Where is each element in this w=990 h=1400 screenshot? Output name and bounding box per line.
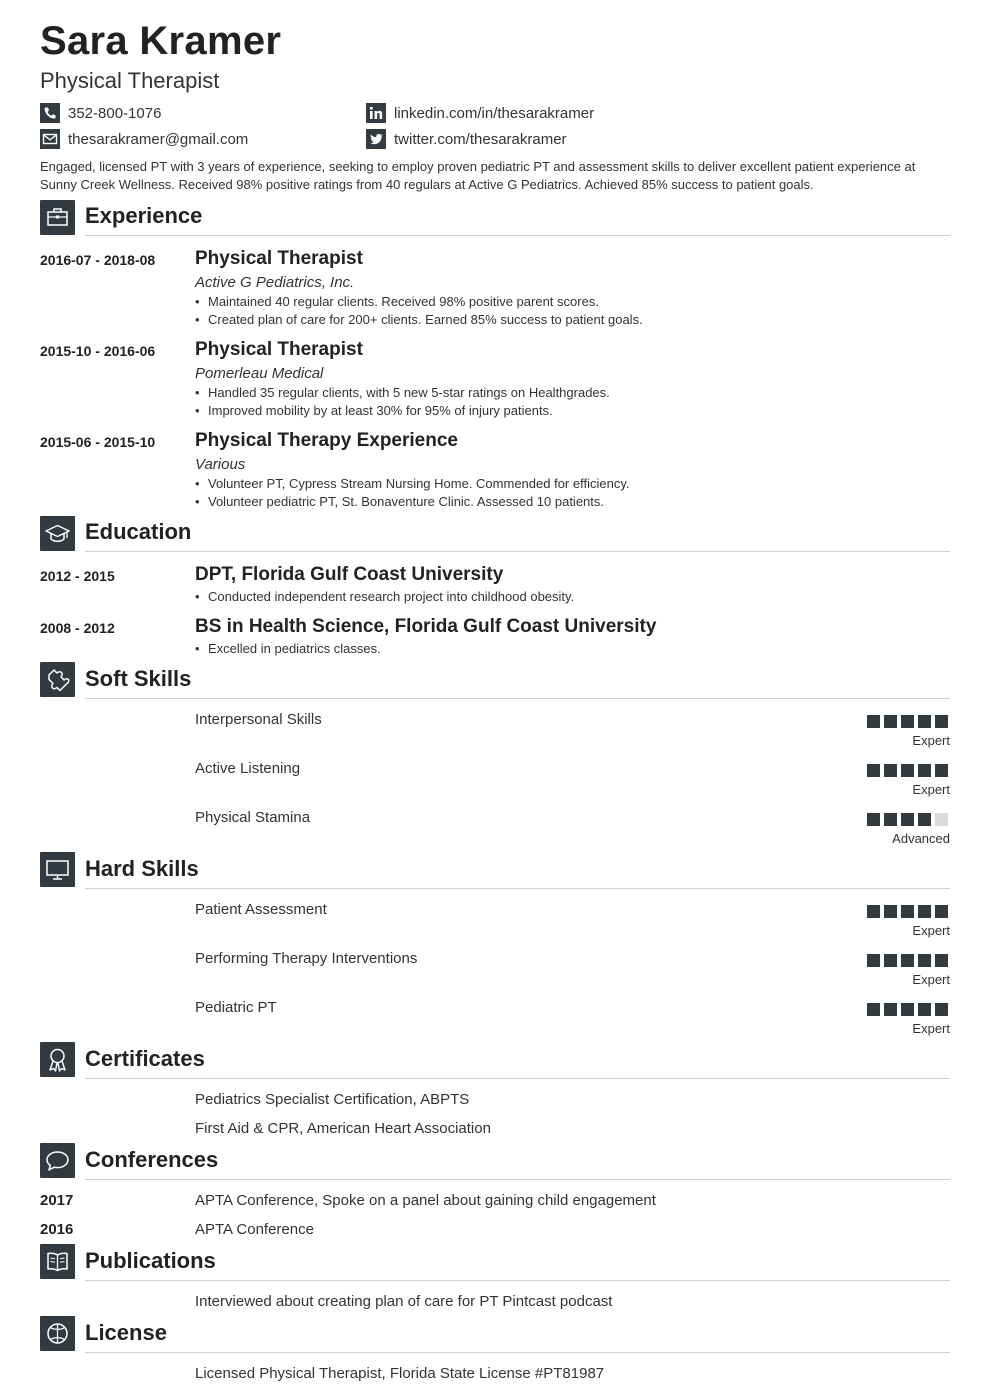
skill-level: Expert — [912, 782, 950, 797]
phone-icon — [40, 103, 60, 123]
contact-twitter — [366, 129, 567, 149]
speech-bubble-icon — [40, 1143, 75, 1178]
contact-linkedin — [366, 103, 594, 123]
rating-square-filled — [884, 813, 897, 826]
ball-icon — [40, 1316, 75, 1351]
phone-text[interactable]: 352-800-1076 — [68, 104, 162, 122]
rating-square-filled — [935, 905, 948, 918]
experience-org: Pomerleau Medical — [195, 365, 324, 382]
section-divider — [85, 551, 950, 552]
skill-level: Advanced — [892, 831, 950, 846]
skill-level: Expert — [912, 733, 950, 748]
experience-role: Physical Therapist — [195, 339, 363, 360]
certificate-item: Pediatrics Specialist Certification, ABPTS — [195, 1091, 470, 1108]
section-divider — [85, 698, 950, 699]
section-title-conferences: Conferences — [85, 1147, 219, 1172]
open-book-icon — [40, 1244, 75, 1279]
certificate-item: First Aid & CPR, American Heart Association — [195, 1120, 491, 1137]
rating-square-filled — [935, 1003, 948, 1016]
skill-level: Expert — [912, 1021, 950, 1036]
conference-item: APTA Conference, Spoke on a panel about gaining child engagement — [195, 1192, 656, 1209]
rating-square-filled — [935, 954, 948, 967]
skill-name: Active Listening — [195, 760, 301, 777]
education-bullet: • Conducted independent research project into childhood obesity. — [195, 589, 575, 604]
experience-bullet: • Maintained 40 regular clients. Received 98% positive parent scores. — [195, 294, 599, 309]
experience-bullet: • Volunteer PT, Cypress Stream Nursing Home. Commended for efficiency. — [195, 476, 630, 491]
rating-square-filled — [918, 764, 931, 777]
experience-bullet: • Handled 35 regular clients, with 5 new 5-star ratings on Healthgrades. — [195, 385, 610, 400]
rating-square-filled — [918, 813, 931, 826]
experience-bullet: • Improved mobility by at least 30% for 95% of injury patients. — [195, 403, 553, 418]
skill-name: Interpersonal Skills — [195, 711, 322, 728]
rating-square-filled — [901, 954, 914, 967]
rating-square-filled — [884, 715, 897, 728]
twitter-text[interactable]: twitter.com/thesarakramer — [394, 130, 567, 148]
rating-square-filled — [867, 954, 880, 967]
rating-square-filled — [918, 1003, 931, 1016]
skill-name: Patient Assessment — [195, 901, 327, 918]
skill-name: Pediatric PT — [195, 999, 277, 1016]
experience-dates: 2015-06 - 2015-10 — [40, 434, 156, 450]
section-title-experience: Experience — [85, 203, 203, 228]
experience-bullet: • Created plan of care for 200+ clients. Earned 85% success to patient goals. — [195, 312, 643, 327]
rating-square-filled — [867, 764, 880, 777]
section-divider — [85, 1179, 950, 1180]
contact-email — [40, 129, 248, 149]
rating-square-filled — [867, 715, 880, 728]
rating-square-filled — [884, 764, 897, 777]
rating-square-filled — [867, 905, 880, 918]
skill-rating — [867, 715, 950, 728]
education-degree: BS in Health Science, Florida Gulf Coast University — [195, 616, 657, 637]
envelope-icon — [40, 129, 60, 149]
rating-square-filled — [918, 715, 931, 728]
experience-dates: 2015-10 - 2016-06 — [40, 343, 156, 359]
section-divider — [85, 235, 950, 236]
rating-square-filled — [918, 905, 931, 918]
award-ribbon-icon — [40, 1042, 75, 1077]
briefcase-icon — [40, 200, 75, 235]
education-dates: 2008 - 2012 — [40, 620, 115, 636]
conference-item: APTA Conference — [195, 1221, 314, 1238]
rating-square-filled — [884, 905, 897, 918]
experience-org: Various — [195, 456, 246, 473]
section-title-certificates: Certificates — [85, 1046, 205, 1071]
rating-square-filled — [901, 715, 914, 728]
profile-summary: Engaged, licensed PT with 3 years of experience, seeking to employ proven pediatric PT and assessment skills to deliver excellent patient experience at Sunny Creek Wellness. Received 98% positive ratings from 40 regulars at Active G Pediatrics. Achieved 85% success to patient goals. — [40, 159, 916, 192]
section-title-publications: Publications — [85, 1248, 216, 1273]
conference-year: 2017 — [40, 1192, 74, 1209]
rating-square-filled — [884, 954, 897, 967]
monitor-icon — [40, 852, 75, 887]
rating-square-empty — [935, 813, 948, 826]
section-title-education: Education — [85, 519, 192, 544]
linkedin-text[interactable]: linkedin.com/in/thesarakramer — [394, 104, 595, 122]
skill-rating — [867, 1003, 950, 1016]
skill-rating — [867, 764, 950, 777]
publication-item: Interviewed about creating plan of care for PT Pintcast podcast — [195, 1293, 613, 1310]
contact-phone — [40, 103, 161, 123]
education-bullet: • Excelled in pediatrics classes. — [195, 641, 381, 656]
skill-level: Expert — [912, 972, 950, 987]
rating-square-filled — [935, 764, 948, 777]
rating-square-filled — [901, 813, 914, 826]
skill-rating — [867, 813, 950, 826]
skill-name: Physical Stamina — [195, 809, 311, 826]
rating-square-filled — [935, 715, 948, 728]
conference-year: 2016 — [40, 1221, 74, 1238]
skill-name: Performing Therapy Interventions — [195, 950, 418, 967]
linkedin-icon — [366, 103, 386, 123]
education-degree: DPT, Florida Gulf Coast University — [195, 564, 504, 585]
experience-role: Physical Therapist — [195, 248, 363, 269]
rating-square-filled — [901, 764, 914, 777]
rating-square-filled — [867, 813, 880, 826]
section-divider — [85, 1352, 950, 1353]
puzzle-piece-icon — [40, 662, 75, 697]
rating-square-filled — [901, 905, 914, 918]
license-item: Licensed Physical Therapist, Florida State License #PT81987 — [195, 1365, 605, 1382]
section-divider — [85, 1280, 950, 1281]
graduation-cap-icon — [40, 516, 75, 551]
skill-rating — [867, 905, 950, 918]
skill-level: Expert — [912, 923, 950, 938]
section-title-hard-skills: Hard Skills — [85, 856, 199, 881]
email-text[interactable]: thesarakramer@gmail.com — [68, 130, 249, 148]
experience-dates: 2016-07 - 2018-08 — [40, 252, 156, 268]
twitter-icon — [366, 129, 386, 149]
section-title-soft-skills: Soft Skills — [85, 666, 192, 691]
experience-role: Physical Therapy Experience — [195, 430, 458, 451]
rating-square-filled — [901, 1003, 914, 1016]
candidate-name: Sara Kramer — [40, 19, 282, 63]
rating-square-filled — [884, 1003, 897, 1016]
candidate-title: Physical Therapist — [40, 68, 220, 93]
section-divider — [85, 1078, 950, 1079]
section-divider — [85, 888, 950, 889]
rating-square-filled — [867, 1003, 880, 1016]
section-title-license: License — [85, 1320, 167, 1345]
skill-rating — [867, 954, 950, 967]
experience-bullet: • Volunteer pediatric PT, St. Bonaventure Clinic. Assessed 10 patients. — [195, 494, 605, 509]
education-dates: 2012 - 2015 — [40, 568, 115, 584]
rating-square-filled — [918, 954, 931, 967]
experience-org: Active G Pediatrics, Inc. — [195, 274, 355, 291]
